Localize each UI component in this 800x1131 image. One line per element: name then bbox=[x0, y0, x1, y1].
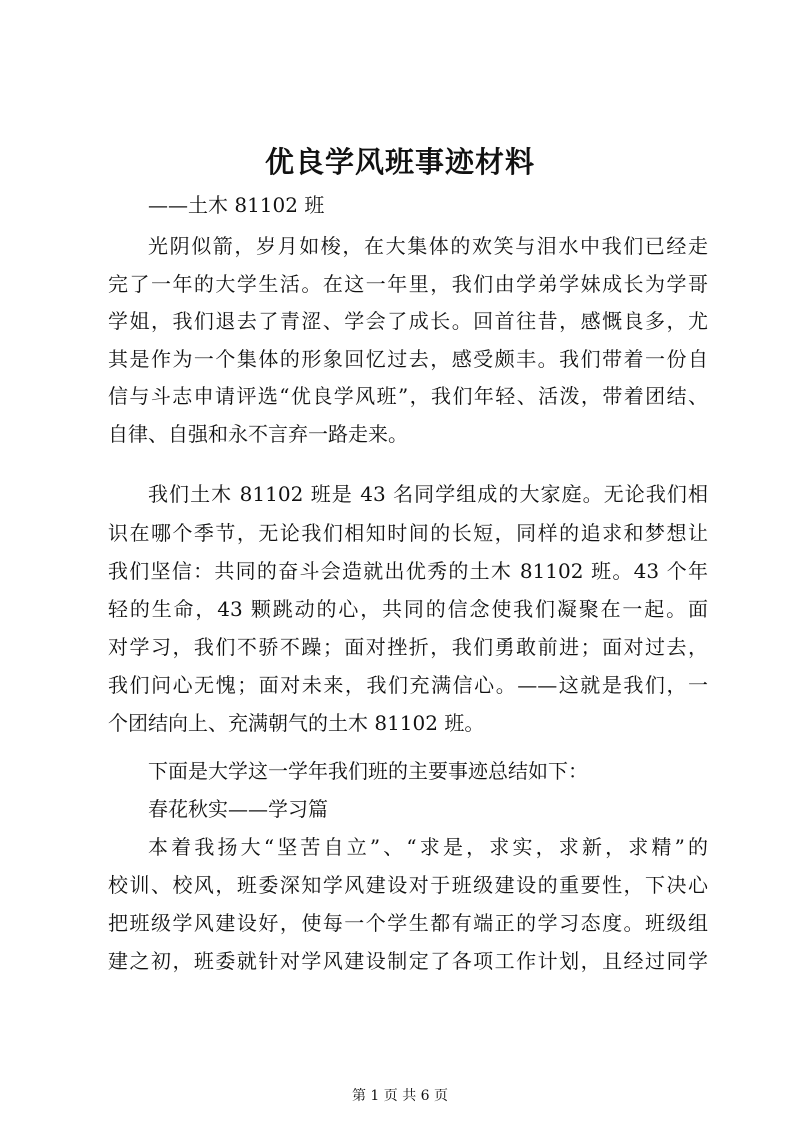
body-line: 识在哪个季节，无论我们相知时间的长短，同样的追求和梦想让 bbox=[108, 521, 708, 545]
body-line: 完了一年的大学生活。在这一年里，我们由学弟学妹成长为学哥 bbox=[108, 272, 708, 296]
body-line: 建之初，班委就针对学风建设制定了各项工作计划，且经过同学 bbox=[108, 949, 708, 973]
body-line: 本着我扬大“坚苦自立”、“求是，求实，求新，求精”的 bbox=[148, 835, 708, 859]
body-line: 自律、自强和永不言弃一路走来。 bbox=[108, 422, 408, 446]
document-title: 优良学风班事迹材料 bbox=[264, 145, 535, 179]
document-subtitle: ——土木 81102 班 bbox=[148, 193, 325, 217]
body-line: 其是作为一个集体的形象回忆过去，感受颇丰。我们带着一份自 bbox=[108, 347, 708, 371]
body-line: 我们土木 81102 班是 43 名同学组成的大家庭。无论我们相 bbox=[148, 482, 708, 506]
body-line: 对学习，我们不骄不躁；面对挫折，我们勇敢前进；面对过去， bbox=[108, 635, 708, 659]
page-number: 第 1 页 共 6 页 bbox=[351, 1088, 449, 1104]
body-line: 信与斗志申请评选“优良学风班”，我们年轻、活泼，带着团结、 bbox=[108, 384, 708, 408]
body-line: 我们问心无愧；面对未来，我们充满信心。——这就是我们，一 bbox=[108, 673, 708, 697]
body-line: 光阴似箭，岁月如梭，在大集体的欢笑与泪水中我们已经走 bbox=[148, 234, 708, 258]
body-line: 校训、校风，班委深知学风建设对于班级建设的重要性，下决心 bbox=[108, 873, 708, 897]
body-line: 个团结向上、充满朝气的土木 81102 班。 bbox=[108, 711, 485, 735]
body-line: 把班级学风建设好，使每一个学生都有端正的学习态度。班级组 bbox=[108, 911, 708, 935]
body-line: 学姐，我们退去了青涩、学会了成长。回首往昔，感慨良多，尤 bbox=[108, 309, 708, 333]
body-line: 下面是大学这一学年我们班的主要事迹总结如下： bbox=[148, 759, 588, 783]
section-heading: 春花秋实——学习篇 bbox=[148, 797, 328, 821]
body-line: 我们坚信：共同的奋斗会造就出优秀的土木 81102 班。43 个年 bbox=[108, 559, 708, 583]
body-line: 轻的生命，43 颗跳动的心，共同的信念使我们凝聚在一起。面 bbox=[108, 597, 708, 621]
